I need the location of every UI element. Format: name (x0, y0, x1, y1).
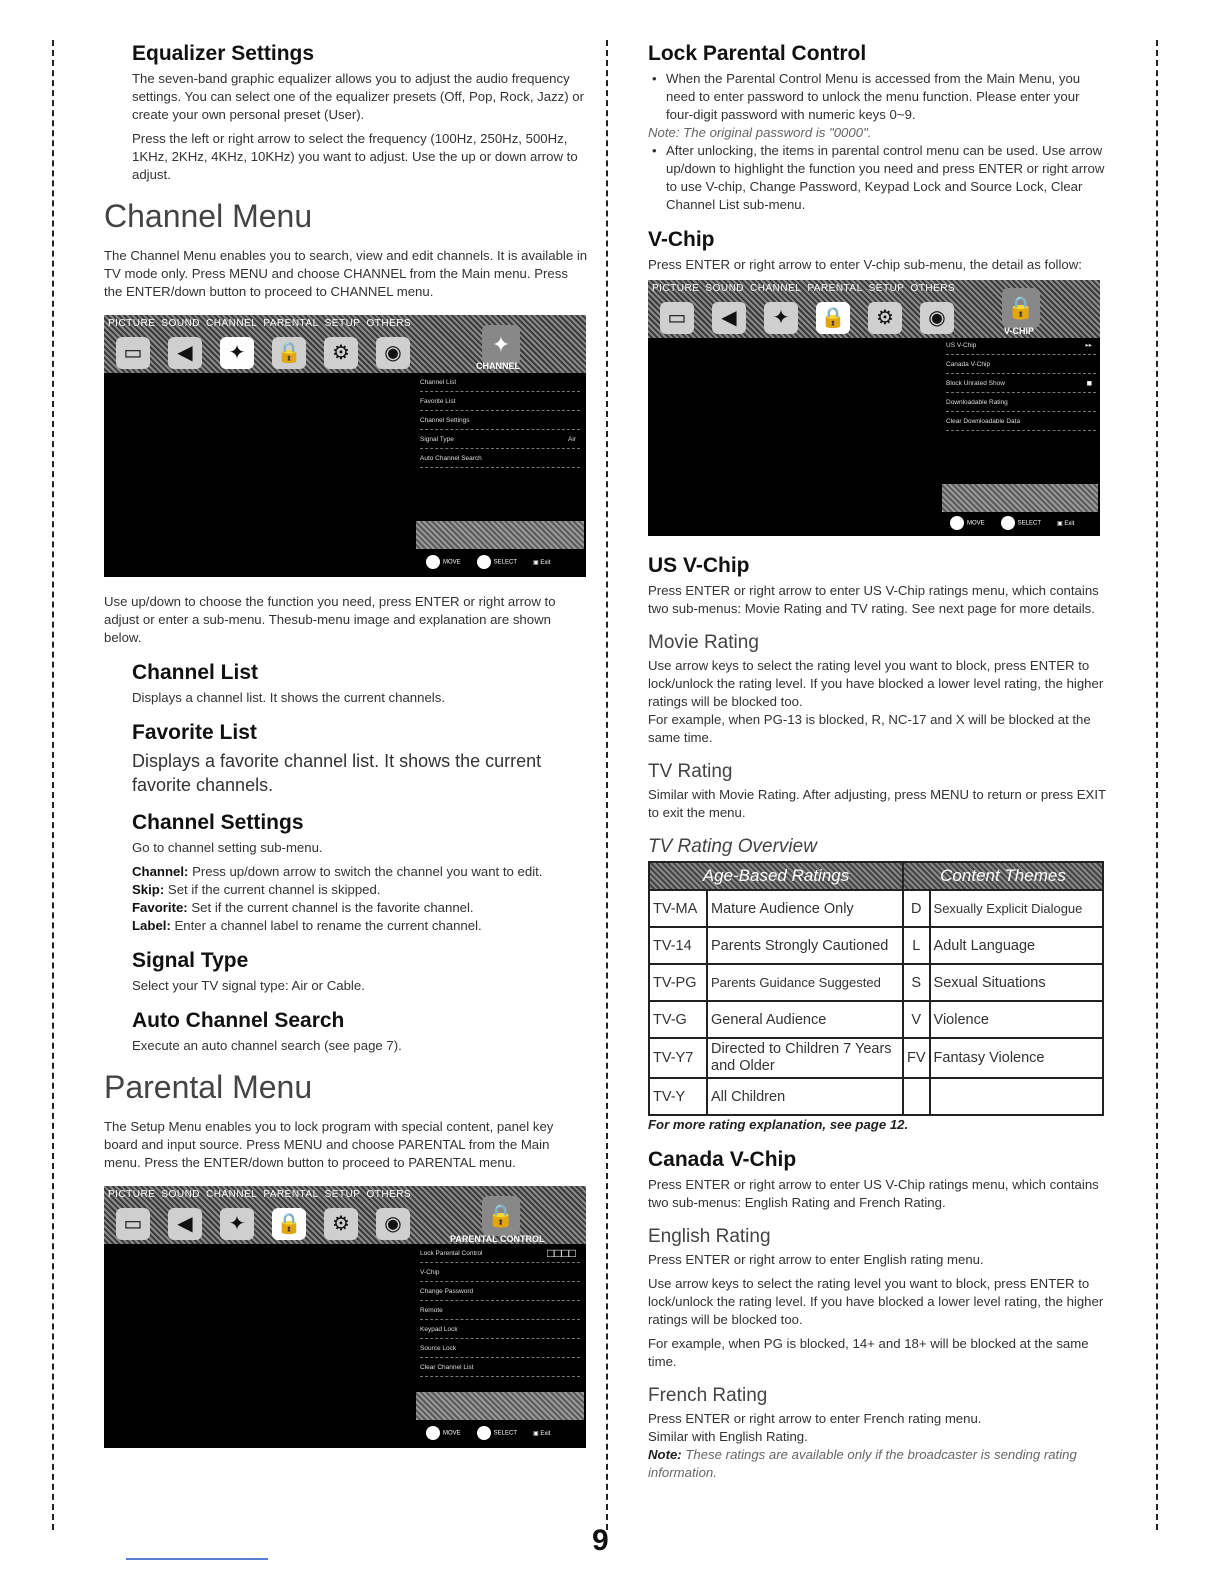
select-icon (1001, 516, 1015, 530)
lock-icon: 🔒 (816, 302, 850, 334)
menu-footer (950, 516, 1074, 530)
tab-parental: PARENTAL (263, 1189, 319, 1200)
move-hint: MOVE (950, 516, 985, 530)
picture-icon: ▭ (116, 1208, 150, 1240)
channel-settings-text: Go to channel setting sub-menu. (132, 840, 323, 855)
channel-settings-item: Channel Settings (420, 411, 580, 430)
theme-code: V (903, 1001, 930, 1038)
parental-menu-heading: Parental Menu (104, 1069, 313, 1105)
signal-type-heading: Signal Type (132, 949, 249, 972)
exit-icon: ▣ (533, 559, 541, 566)
theme-code: D (903, 890, 930, 927)
favorite-list-text: Displays a favorite channel list. It shows the current favorite channels. (132, 751, 542, 795)
table-header-row (649, 862, 1103, 890)
tab-channel: CHANNEL (750, 283, 802, 294)
vchip-item: V-Chip (420, 1263, 580, 1282)
canada-vchip-heading: Canada V-Chip (648, 1148, 797, 1171)
password-boxes: □□□□ (547, 1246, 576, 1260)
move-icon (426, 1426, 440, 1440)
french-rating-heading: French Rating (648, 1385, 768, 1406)
rating-code: TV-14 (649, 927, 707, 964)
vchip-screen-title: V-CHIP (1004, 326, 1035, 336)
channel-menu-screenshot (104, 315, 586, 577)
broadcaster-note: Note: These ratings are available only if the broadcaster is sending rating information. (648, 1447, 1077, 1480)
left-cut-line (52, 40, 54, 1530)
equalizer-heading: Equalizer Settings (132, 42, 315, 65)
age-based-header: Age-Based Ratings (649, 862, 903, 890)
satellite-icon: ✦ (220, 337, 254, 369)
rating-desc: Parents Guidance Suggested (707, 964, 903, 1001)
tab-sound: SOUND (161, 318, 201, 329)
table-row (649, 927, 1103, 964)
select-hint: SELECT (477, 555, 517, 569)
tab-sound: SOUND (705, 283, 745, 294)
rating-desc: Directed to Children 7 Years and Older (707, 1038, 903, 1078)
lock-icon: 🔒 (272, 1208, 306, 1240)
channel-list-heading: Channel List (132, 661, 259, 684)
lock-parental-item: Lock Parental Control □□□□ (420, 1244, 580, 1263)
parental-menu-intro: The Setup Menu enables you to lock program with special content, panel key board and input source. Press MENU and choose PARENTAL from the Main menu. Press the ENTER/down button to proceed to PARENTAL menu. (104, 1119, 554, 1170)
tv-rating-overview-heading: TV Rating Overview (648, 836, 817, 857)
equalizer-text-2: Press the left or right arrow to select the frequency (100Hz, 250Hz, 500Hz, 1KHz, 2KHz, 4KHz, 10KHz) you want to adjust. Use the up or down arrow to adjust. (132, 131, 578, 182)
theme-code (903, 1078, 930, 1115)
channel-menu-heading: Channel Menu (104, 198, 313, 234)
signal-type-text: Select your TV signal type: Air or Cable. (132, 978, 365, 993)
theme-desc: Violence (930, 1001, 1103, 1038)
tab-setup: SETUP (324, 318, 361, 329)
english-rating-heading: English Rating (648, 1226, 771, 1247)
theme-desc: Sexually Explicit Dialogue (930, 890, 1103, 927)
change-password-item: Change Password (420, 1282, 580, 1301)
favorite-list-item: Favorite List (420, 392, 580, 411)
rating-code: TV-G (649, 1001, 707, 1038)
menu-footer (426, 1426, 550, 1440)
rating-desc: Parents Strongly Cautioned (707, 927, 903, 964)
auto-channel-search-item: Auto Channel Search (420, 449, 580, 468)
theme-code: L (903, 927, 930, 964)
right-column (648, 40, 1108, 1482)
rating-code: TV-Y7 (649, 1038, 707, 1078)
vchip-heading: V-Chip (648, 228, 715, 251)
clear-channel-list-item: Clear Channel List (420, 1358, 580, 1377)
others-icon: ◉ (376, 1208, 410, 1240)
lock-bullet-1: • When the Parental Control Menu is accessed from the Main Menu, you need to enter password to unlock the menu function. Please enter your four-digit password with numeric keys 0~9. (648, 70, 1108, 124)
gear-icon: ⚙ (324, 337, 358, 369)
english-rating-text-2: Use arrow keys to select the rating level you want to block, press ENTER to lock/unlock the rating level. If you have blocked a lower level rating, the higher ratings will be blocked too. (648, 1276, 1104, 1327)
select-icon (477, 1426, 491, 1440)
exit-hint: ▣ Exit (533, 1430, 551, 1437)
tab-others: OTHERS (910, 283, 956, 294)
vchip-text: Press ENTER or right arrow to enter V-chip sub-menu, the detail as follow: (648, 257, 1082, 272)
clear-downloadable-item: Clear Downloadable Data (946, 412, 1096, 431)
others-icon: ◉ (376, 337, 410, 369)
tab-channel: CHANNEL (206, 318, 258, 329)
tab-setup: SETUP (868, 283, 905, 294)
parental-menu-screenshot (104, 1186, 586, 1448)
table-row (649, 1078, 1103, 1115)
tv-rating-text: Similar with Movie Rating. After adjusting, press MENU to return or press EXIT to exit the menu. (648, 787, 1106, 820)
channel-menu-after-text: Use up/down to choose the function you need, press ENTER or right arrow to adjust or enter a sub-menu. Thesub-menu image and explanation are shown below. (104, 594, 556, 645)
tab-others: OTHERS (366, 318, 412, 329)
equalizer-text-1: The seven-band graphic equalizer allows you to adjust the audio frequency settings. You can select one of the equalizer presets (Off, Pop, Rock, Jazz) or create your own personal preset (User). (132, 71, 585, 122)
canada-vchip-text: Press ENTER or right arrow to enter US V-Chip ratings menu, which contains two sub-menus: English Rating and French Rating. (648, 1177, 1099, 1210)
theme-desc (930, 1078, 1103, 1115)
us-vchip-text: Press ENTER or right arrow to enter US V-Chip ratings menu, which contains two sub-menus: Movie Rating and TV rating. See next page for more details. (648, 583, 1099, 616)
select-hint: SELECT (477, 1426, 517, 1440)
rating-desc: General Audience (707, 1001, 903, 1038)
speaker-icon: ◀ (168, 1208, 202, 1240)
theme-desc: Sexual Situations (930, 964, 1103, 1001)
channel-large-icon: ✦ (482, 325, 520, 365)
others-icon: ◉ (920, 302, 954, 334)
picture-icon: ▭ (660, 302, 694, 334)
parental-screen-title: PARENTAL CONTROL (450, 1234, 545, 1244)
signal-type-value: Air (568, 436, 576, 443)
menu-footer (426, 555, 550, 569)
speaker-icon: ◀ (712, 302, 746, 334)
english-rating-text-1: Press ENTER or right arrow to enter English rating menu. (648, 1252, 984, 1267)
tab-setup: SETUP (324, 1189, 361, 1200)
auto-search-text: Execute an auto channel search (see page 7). (132, 1038, 402, 1053)
arrow-right-icon: ▸▸ (1085, 342, 1092, 349)
downloadable-rating-item: Downloadable Rating (946, 393, 1096, 412)
help-bar (416, 521, 584, 549)
move-hint: MOVE (426, 1426, 461, 1440)
satellite-icon: ✦ (764, 302, 798, 334)
tab-sound: SOUND (161, 1189, 201, 1200)
picture-icon: ▭ (116, 337, 150, 369)
rating-code: TV-Y (649, 1078, 707, 1115)
tab-picture: PICTURE (652, 283, 700, 294)
channel-settings-heading: Channel Settings (132, 811, 304, 834)
english-rating-text-3: For example, when PG is blocked, 14+ and 18+ will be blocked at the same time. (648, 1336, 1089, 1369)
tab-others: OTHERS (366, 1189, 412, 1200)
theme-code: S (903, 964, 930, 1001)
channel-settings-definitions (104, 863, 588, 935)
keypad-lock-item: Keypad Lock (420, 1320, 580, 1339)
tab-parental: PARENTAL (263, 318, 319, 329)
vchip-menu-screenshot (648, 280, 1100, 536)
tab-picture: PICTURE (108, 1189, 156, 1200)
definition-channel: Channel: Press up/down arrow to switch the channel you want to edit. (132, 864, 543, 879)
source-lock-item: Source Lock (420, 1339, 580, 1358)
movie-rating-heading: Movie Rating (648, 632, 759, 653)
table-row (649, 964, 1103, 1001)
movie-rating-text-1: Use arrow keys to select the rating level you want to block, press ENTER to lock/unlock the rating level. If you have blocked a lower level rating, the higher ratings will be blocked too. (648, 658, 1104, 709)
definition-skip: Skip: Set if the current channel is skipped. (132, 882, 381, 897)
tab-picture: PICTURE (108, 318, 156, 329)
lock-parental-heading: Lock Parental Control (648, 42, 867, 65)
table-row (649, 1001, 1103, 1038)
gear-icon: ⚙ (868, 302, 902, 334)
left-column (104, 40, 588, 1448)
channel-list-item: Channel List (420, 373, 580, 392)
french-rating-text-2: Similar with English Rating. (648, 1429, 808, 1444)
definition-label: Label: Enter a channel label to rename the current channel. (132, 918, 482, 933)
channel-list-text: Displays a channel list. It shows the current channels. (132, 690, 445, 705)
exit-icon: ▣ (1057, 520, 1065, 527)
parental-large-icon: 🔒 (482, 1196, 520, 1236)
theme-desc: Fantasy Violence (930, 1038, 1103, 1078)
remote-item: Remote (420, 1301, 580, 1320)
us-vchip-heading: US V-Chip (648, 554, 750, 577)
channel-screen-title: CHANNEL (476, 361, 520, 371)
move-icon (950, 516, 964, 530)
rating-explanation-note: For more rating explanation, see page 12. (648, 1117, 909, 1132)
exit-hint: ▣ Exit (1057, 520, 1075, 527)
rating-desc: All Children (707, 1078, 903, 1115)
lock-bullet-2: • After unlocking, the items in parental control menu can be used. Use arrow up/down to highlight the function you need and press ENTER or right arrow to use V-chip, Change Password, Keypad Lock and Source Lock, Clear Channel List sub-menu. (648, 142, 1108, 214)
signal-type-item: Signal Type Air (420, 430, 580, 449)
channel-menu-intro: The Channel Menu enables you to search, view and edit channels. It is available in TV mode only. Press MENU and choose CHANNEL from the Main menu. Press the ENTER/down button to proceed to CHANNEL menu. (104, 248, 588, 299)
content-themes-header: Content Themes (903, 862, 1103, 890)
exit-hint: ▣ Exit (533, 559, 551, 566)
favorite-list-heading: Favorite List (132, 721, 257, 744)
lock-icon: 🔒 (272, 337, 306, 369)
tab-parental: PARENTAL (807, 283, 863, 294)
select-hint: SELECT (1001, 516, 1041, 530)
vchip-large-icon: 🔒 (1002, 288, 1040, 328)
tv-rating-table (648, 861, 1104, 1116)
canada-vchip-item: Canada V-Chip (946, 355, 1096, 374)
exit-icon: ▣ (533, 1430, 541, 1437)
tv-rating-heading: TV Rating (648, 761, 733, 782)
speaker-icon: ◀ (168, 337, 202, 369)
rating-desc: Mature Audience Only (707, 890, 903, 927)
french-rating-text-1: Press ENTER or right arrow to enter French rating menu. (648, 1411, 982, 1426)
help-bar (942, 484, 1098, 512)
move-icon (426, 555, 440, 569)
right-cut-line (1156, 40, 1158, 1530)
table-row (649, 1038, 1103, 1078)
auto-search-heading: Auto Channel Search (132, 1009, 345, 1032)
gear-icon: ⚙ (324, 1208, 358, 1240)
checkbox-icon: ■ (1086, 378, 1092, 388)
footnote-rule (126, 1558, 268, 1560)
us-vchip-item: US V-Chip ▸▸ (946, 336, 1096, 355)
move-hint: MOVE (426, 555, 461, 569)
page-number: 9 (592, 1524, 609, 1557)
movie-rating-text-2: For example, when PG-13 is blocked, R, NC-17 and X will be blocked at the same time. (648, 712, 1091, 745)
satellite-icon: ✦ (220, 1208, 254, 1240)
theme-desc: Adult Language (930, 927, 1103, 964)
help-bar (416, 1392, 584, 1420)
rating-code: TV-MA (649, 890, 707, 927)
tab-channel: CHANNEL (206, 1189, 258, 1200)
definition-favorite: Favorite: Set if the current channel is the favorite channel. (132, 900, 474, 915)
middle-cut-line (606, 40, 608, 1530)
table-row (649, 890, 1103, 927)
block-unrated-item: Block Unrated Show ■ (946, 374, 1096, 393)
rating-code: TV-PG (649, 964, 707, 1001)
lock-note: Note: The original password is "0000". (648, 125, 872, 140)
select-icon (477, 555, 491, 569)
theme-code: FV (903, 1038, 930, 1078)
